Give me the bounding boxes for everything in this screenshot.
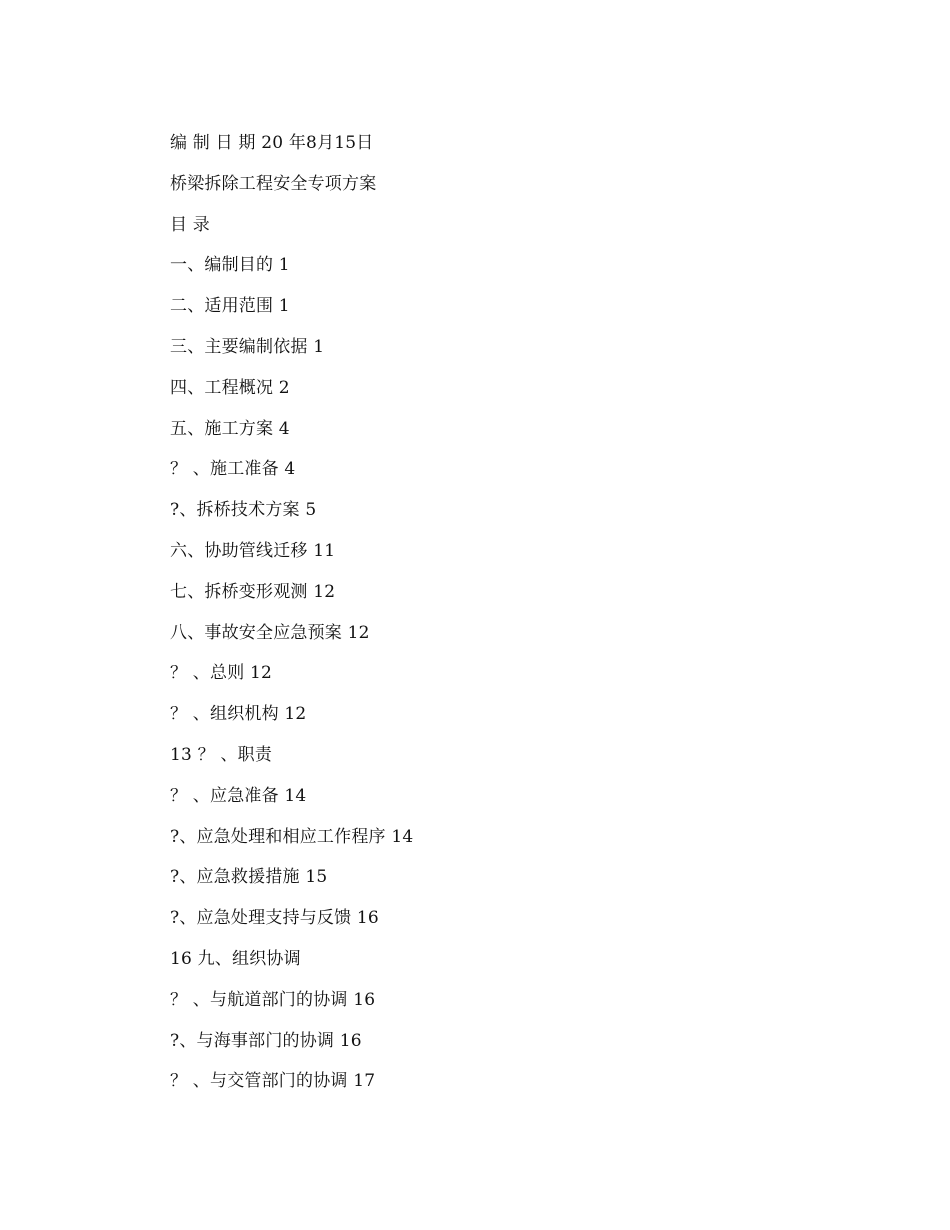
toc-entry: 四、工程概况 2 — [170, 377, 290, 398]
toc-entry: 一、编制目的 1 — [170, 255, 290, 276]
toc-entry: ？ 、组织机构 12 — [170, 704, 307, 725]
toc-entry: ？ 、与航道部门的协调 16 — [170, 989, 376, 1010]
compile-date-line: 编 制 日 期 20 年8月15日 — [170, 133, 374, 153]
toc-entry: 二、适用范围 1 — [170, 296, 290, 317]
toc-entry: 五、施工方案 4 — [170, 418, 290, 439]
toc-heading: 目 录 — [170, 214, 211, 235]
toc-entry: ?、与海事部门的协调 16 — [170, 1030, 362, 1051]
toc-entry: ？ 、总则 12 — [170, 663, 273, 684]
toc-entry: 七、拆桥变形观测 12 — [170, 581, 336, 602]
toc-entry: ?、应急救援措施 15 — [170, 867, 328, 888]
toc-entry: 三、主要编制依据 1 — [170, 336, 325, 357]
toc-entry: ？ 、与交管部门的协调 17 — [170, 1071, 376, 1092]
toc-entry: ？ 、施工准备 4 — [170, 459, 296, 480]
toc-entry: ?、应急处理和相应工作程序 14 — [170, 826, 414, 847]
toc-entry: ?、应急处理支持与反馈 16 — [170, 908, 379, 929]
document-title: 桥梁拆除工程安全专项方案 — [170, 173, 377, 194]
toc-entry: 13 ？ 、职责 — [170, 744, 273, 765]
toc-entry: 六、协助管线迁移 11 — [170, 540, 336, 561]
toc-entry: 八、事故安全应急预案 12 — [170, 622, 370, 643]
toc-entry: 16 九、组织协调 — [170, 948, 301, 969]
document-text-block — [170, 128, 413, 1107]
toc-entry: ？ 、应急准备 14 — [170, 785, 307, 806]
toc-entry: ?、拆桥技术方案 5 — [170, 500, 317, 521]
